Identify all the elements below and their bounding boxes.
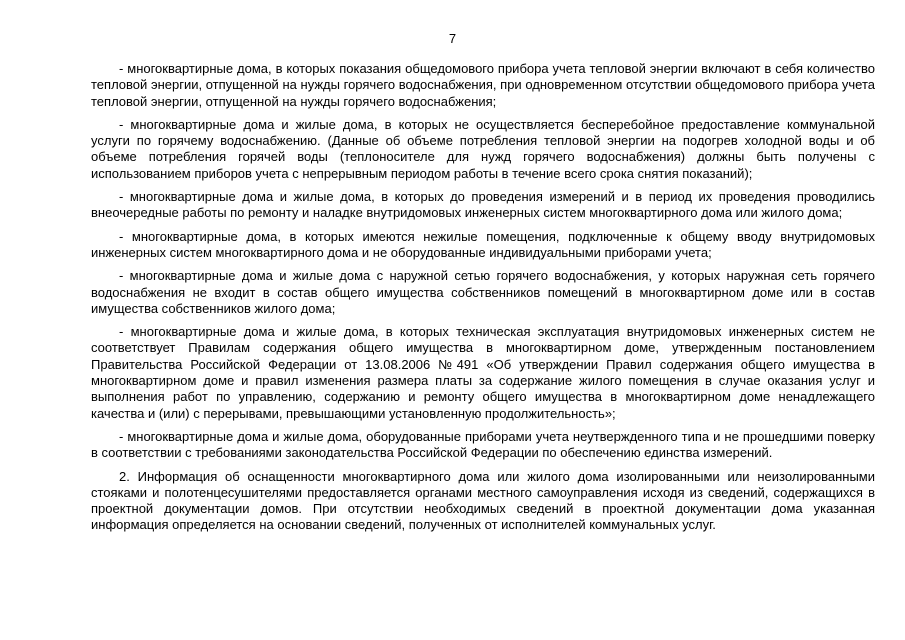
paragraph: - многоквартирные дома, в которых имеются нежилые помещения, подключенные к общему вводу внутридомовых инженерных систем многоквартирного дома и не оборудованные индивидуальными приборами учета; <box>91 228 875 260</box>
paragraph: 2. Информация об оснащенности многоквартирного дома или жилого дома изолированными или неизолированными стояками и полотенцесушителями предоставляется органами местного самоуправления исходя из сведений, содержащихся в проектной документации домов. При отсутствии необходимых сведений в проектной документации дома указанная информация определяется на основании сведений, полученных от исполнителей коммунальных услуг. <box>91 468 875 533</box>
paragraph: - многоквартирные дома и жилые дома с наружной сетью горячего водоснабжения, у которых наружная сеть горячего водоснабжения не входит в состав общего имущества собственников помещений в многоквартирном доме или в состав имущества собственников жилого дома; <box>91 268 875 316</box>
paragraph: - многоквартирные дома и жилые дома, оборудованные приборами учета неутвержденного типа и не прошедшими поверку в соответствии с требованиями законодательства Российской Федерации по обеспечению единства измерений. <box>91 428 875 461</box>
paragraph: - многоквартирные дома и жилые дома, в которых техническая эксплуатация внутридомовых инженерных систем не соответствует Правилам содержания общего имущества в многоквартирном доме, утвержденным постановлением Правительства Российской Федерации от 13.08.2006 №491 «Об утверждении Правил содержания общего имущества в многоквартирном доме и правил изменения размера платы за содержание жилого помещения в случае оказания услуг и выполнения работ по управлению, содержанию и ремонту общего имущества в многоквартирном доме ненадлежащего качества и (или) с перерывами, превышающими установленную продолжительность»; <box>91 324 875 421</box>
page-number: 7 <box>448 31 457 46</box>
document-body <box>91 61 875 541</box>
paragraph: - многоквартирные дома и жилые дома, в которых до проведения измерений и в период их проведения проводились внеочередные работы по ремонту и наладке внутридомовых инженерных систем многоквартирного дома или жилого дома; <box>91 189 875 221</box>
paragraph: - многоквартирные дома, в которых показания общедомового прибора учета тепловой энергии включают в себя количество тепловой энергии, отпущенной на нужды горячего водоснабжения, при одновременном отсутствии общедомового прибора учета тепловой энергии, отпущенной на нужды горячего водоснабжения; <box>91 61 875 109</box>
paragraph: - многоквартирные дома и жилые дома, в которых не осуществляется бесперебойное предоставление коммунальной услуги по горячему водоснабжению. (Данные об объеме потребления тепловой энергии на подогрев холодной воды и об объеме потребления горячей воды (теплоносителе для нужд горячего водоснабжения) должны быть получены с использованием приборов учета с непрерывным периодом работы в течение всего срока снятия показаний); <box>91 116 875 181</box>
